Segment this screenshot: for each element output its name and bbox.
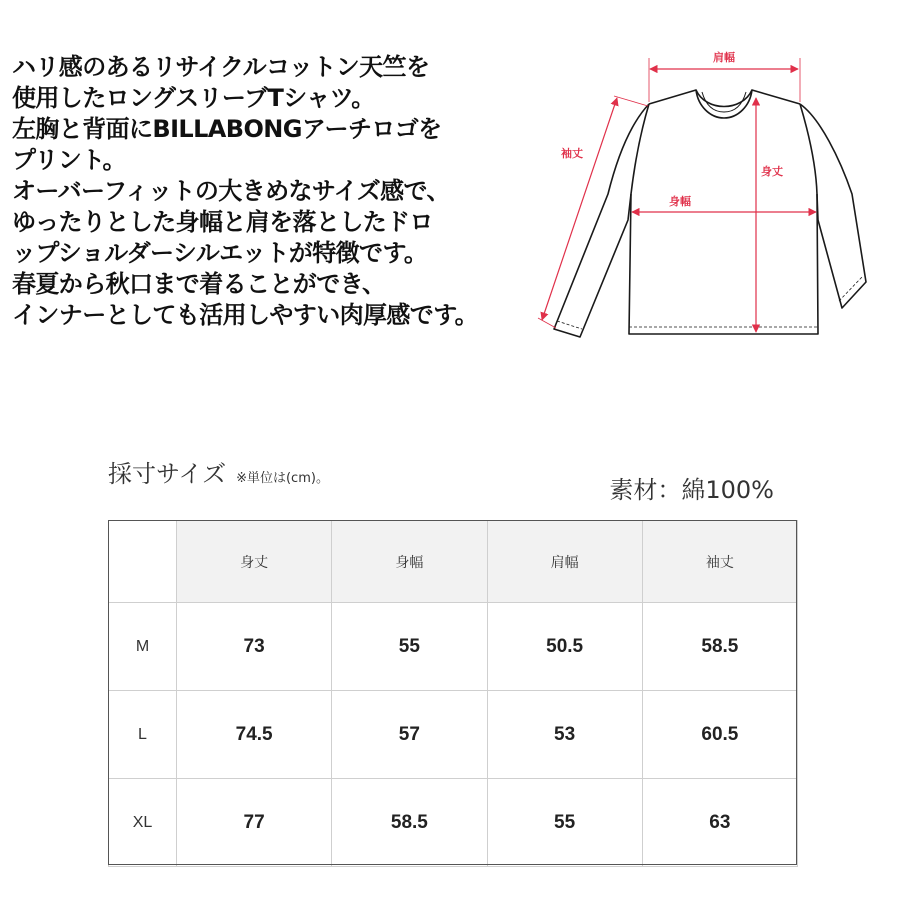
shoulder-width-label: 肩幅 <box>713 51 735 64</box>
long-sleeve-tshirt-icon <box>528 44 880 344</box>
collar-inner <box>702 92 746 112</box>
value-cell: 73 <box>177 603 332 691</box>
description-line: オーバーフィットの大きめなサイズ感で、 <box>12 177 450 205</box>
value-cell: 57 <box>332 691 487 779</box>
value-cell: 63 <box>642 779 797 867</box>
description-line: ップショルダーシルエットが特徴です。 <box>12 239 428 267</box>
value-cell: 58.5 <box>642 603 797 691</box>
value-cell: 53 <box>487 691 642 779</box>
size-label: XL <box>109 779 177 867</box>
description-line: 使用したロングスリーブTシャツ。 <box>12 84 375 112</box>
value-cell: 58.5 <box>332 779 487 867</box>
value-cell: 74.5 <box>177 691 332 779</box>
body-length-label: 身丈 <box>761 165 783 178</box>
table-row <box>109 691 798 779</box>
size-label: L <box>109 691 177 779</box>
column-header-body-length: 身丈 <box>177 521 332 603</box>
measurement-labels <box>561 50 783 208</box>
body-width-label: 身幅 <box>669 195 691 208</box>
garment-outline <box>554 90 866 337</box>
table-row <box>109 779 798 867</box>
description-line: プリント。 <box>12 146 126 174</box>
value-cell: 55 <box>487 779 642 867</box>
value-cell: 77 <box>177 779 332 867</box>
left-cuff-stitch <box>557 321 582 329</box>
size-label: M <box>109 603 177 691</box>
value-cell: 60.5 <box>642 691 797 779</box>
column-header-shoulder-width: 肩幅 <box>487 521 642 603</box>
description-line: 左胸と背面にBILLABONGアーチロゴを <box>12 115 442 143</box>
unit-note: ※単位は(cm)。 <box>236 471 329 486</box>
right-sleeve <box>800 104 866 308</box>
body-outline <box>629 104 818 334</box>
description-line: ゆったりとした身幅と肩を落としたドロ <box>12 208 433 236</box>
description-line: 春夏から秋口まで着ることができ、 <box>12 270 386 298</box>
table-header-row <box>109 521 798 603</box>
sleeve-guide-bottom <box>538 318 556 328</box>
material-info: 素材：綿100% <box>609 476 774 504</box>
description-line: インナーとしても活用しやすい肉厚感です。 <box>12 301 479 329</box>
table-row <box>109 603 798 691</box>
sleeve-length-line <box>542 98 617 320</box>
column-header-body-width: 身幅 <box>332 521 487 603</box>
measurement-diagram <box>528 44 880 344</box>
description-line: ハリ感のあるリサイクルコットン天竺を <box>12 53 430 81</box>
size-chart-heading <box>108 454 329 489</box>
value-cell: 55 <box>332 603 487 691</box>
sleeve-guide-top <box>614 96 648 106</box>
value-cell: 50.5 <box>487 603 642 691</box>
size-chart-table <box>108 520 798 867</box>
collar-outer <box>696 90 752 118</box>
size-chart-title: 採寸サイズ <box>108 460 227 488</box>
sleeve-length-label: 袖丈 <box>561 147 583 160</box>
shoulder-line <box>649 90 800 107</box>
product-description <box>12 52 532 331</box>
left-sleeve <box>554 104 649 337</box>
column-header-sleeve-length: 袖丈 <box>642 521 797 603</box>
corner-cell <box>109 521 177 603</box>
